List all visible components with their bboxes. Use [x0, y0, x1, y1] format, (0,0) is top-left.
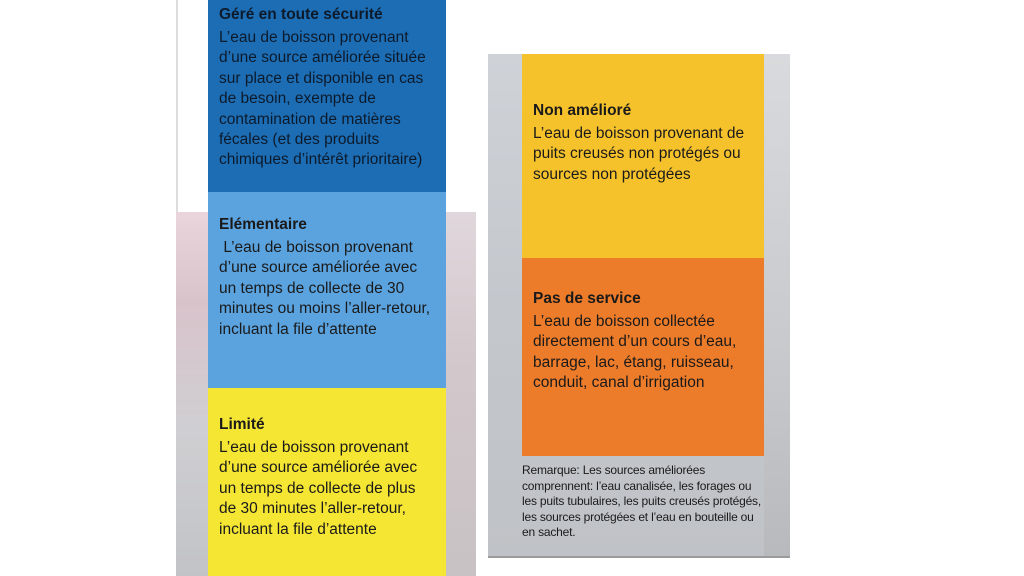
background-photo-left	[176, 212, 208, 576]
level-unimproved	[522, 54, 764, 258]
level-no-service	[522, 258, 764, 456]
level-description: L’eau de boisson provenant de puits creusés non protégés ou sources non protégées	[533, 125, 745, 183]
bottom-divider	[488, 556, 790, 558]
note-text: Remarque: Les sources améliorées comprennent: l’eau canalisée, les forages ou les puits tubulaires, les puits creusés protégés, les sources protégées et l’eau en bouteille ou en sachet.	[522, 463, 761, 539]
level-title: Non amélioré	[533, 102, 632, 119]
level-title: Elémentaire	[219, 216, 307, 233]
level-safely-managed	[208, 0, 446, 192]
level-title: Limité	[219, 416, 265, 433]
background-photo-middle	[446, 212, 476, 576]
background-photo-edge	[764, 54, 790, 558]
level-title: Pas de service	[533, 290, 641, 307]
level-description: L’eau de boisson collectée directement d’un cours d’eau, barrage, lac, étang, ruisseau, conduit, canal d’irrigation	[533, 313, 737, 392]
level-description: L’eau de boisson provenant d’une source améliorée située sur place et disponible en cas de besoin, exempte de contamination de matières fécales (et des produits chimiques d’intérêt prioritaire)	[219, 29, 426, 169]
left-divider	[176, 0, 178, 212]
level-description: L’eau de boisson provenant d’une source améliorée avec un temps de collecte de plus de 30 minutes l’aller-retour, incluant la file d’attente	[219, 439, 418, 538]
level-description: L’eau de boisson provenant d’une source améliorée avec un temps de collecte de 30 minutes ou moins l’aller-retour, incluant la file d’attente	[219, 239, 435, 338]
level-title: Géré en toute sécurité	[219, 6, 383, 23]
level-limited	[208, 388, 446, 576]
level-basic	[208, 192, 446, 388]
